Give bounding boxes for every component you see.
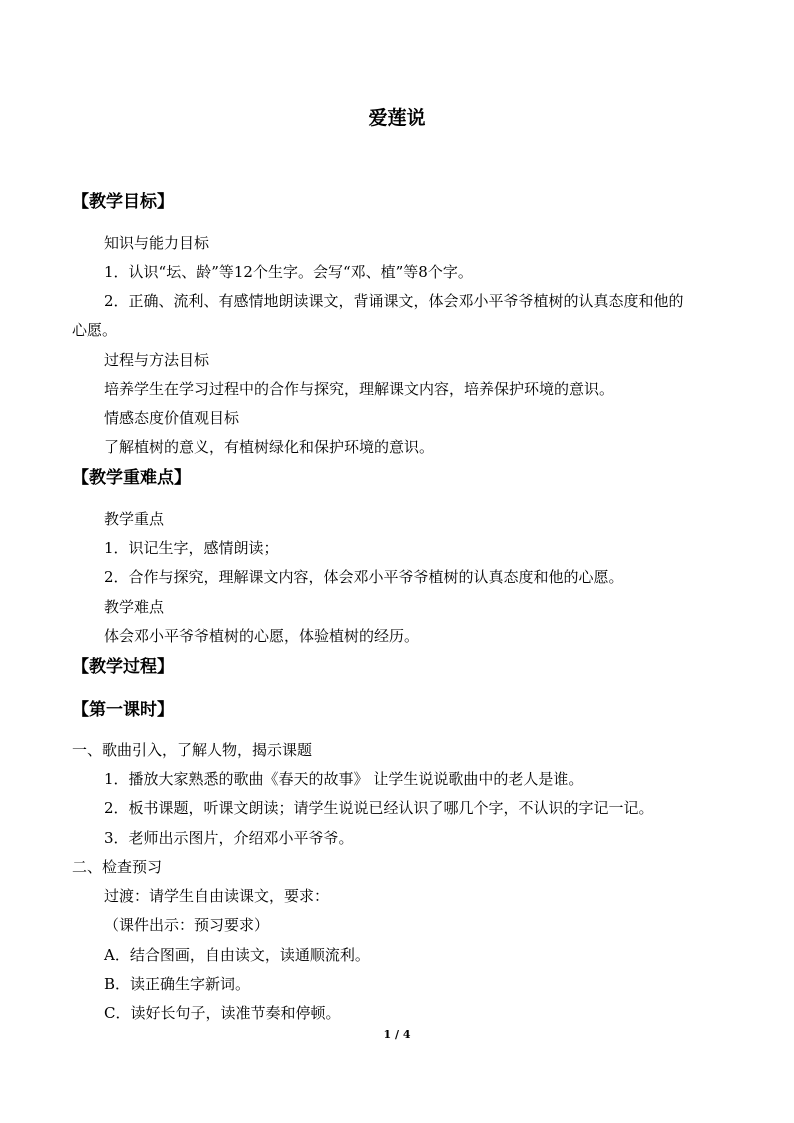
section-heading-process: 【教学过程】 [72, 657, 174, 677]
section-heading-keypoints: 【教学重难点】 [72, 468, 191, 488]
part-2-item-c: C．读好长句子，读准节奏和停顿。 [104, 1004, 341, 1022]
process-goal-text: 培养学生在学习过程中的合作与探究，理解课文内容，培养保护环境的意识。 [104, 380, 615, 398]
subheading-difficulty: 教学难点 [104, 598, 165, 616]
goal-item-2-line-1: 2．正确、流利、有感情地朗读课文，背诵课文，体会邓小平爷爷植树的认真态度和他的 [104, 292, 684, 310]
subheading-emotion: 情感态度价值观目标 [104, 409, 240, 427]
section-heading-lesson-1: 【第一课时】 [72, 700, 174, 720]
focus-item-1: 1．识记生字，感情朗读； [104, 539, 279, 557]
goal-item-1: 1．认识“坛、龄”等12个生字。会写“邓、植”等8个字。 [104, 263, 473, 281]
part-1-item-2: 2．板书课题，听课文朗读；请学生说说已经认识了哪几个字，不认识的字记一记。 [104, 799, 654, 817]
difficulty-text: 体会邓小平爷爷植树的心愿，体验植树的经历。 [104, 627, 420, 645]
subheading-process: 过程与方法目标 [104, 351, 210, 369]
part-2-title: 二、检查预习 [72, 858, 163, 876]
part-2-transition: 过渡：请学生自由读课文，要求： [104, 887, 330, 905]
part-2-courseware: （课件出示：预习要求） [104, 916, 270, 934]
emotion-goal-text: 了解植树的意义，有植树绿化和保护环境的意识。 [104, 438, 435, 456]
page-number: 1 / 4 [383, 1028, 411, 1041]
document-title: 爱莲说 [368, 107, 426, 129]
part-1-item-3: 3．老师出示图片，介绍邓小平爷爷。 [104, 829, 354, 847]
goal-item-2-line-2: 心愿。 [72, 321, 118, 339]
subheading-focus: 教学重点 [104, 510, 165, 528]
part-2-item-b: B．读正确生字新词。 [104, 975, 251, 993]
focus-item-2: 2．合作与探究，理解课文内容，体会邓小平爷爷植树的认真态度和他的心愿。 [104, 568, 624, 586]
subheading-knowledge: 知识与能力目标 [104, 234, 210, 252]
section-heading-goals: 【教学目标】 [72, 192, 174, 212]
part-1-title: 一、歌曲引入，了解人物，揭示课题 [72, 741, 313, 759]
part-2-item-a: A．结合图画，自由读文，读通顺流利。 [104, 946, 370, 964]
part-1-item-1: 1．播放大家熟悉的歌曲《春天的故事》 让学生说说歌曲中的老人是谁。 [104, 770, 584, 788]
